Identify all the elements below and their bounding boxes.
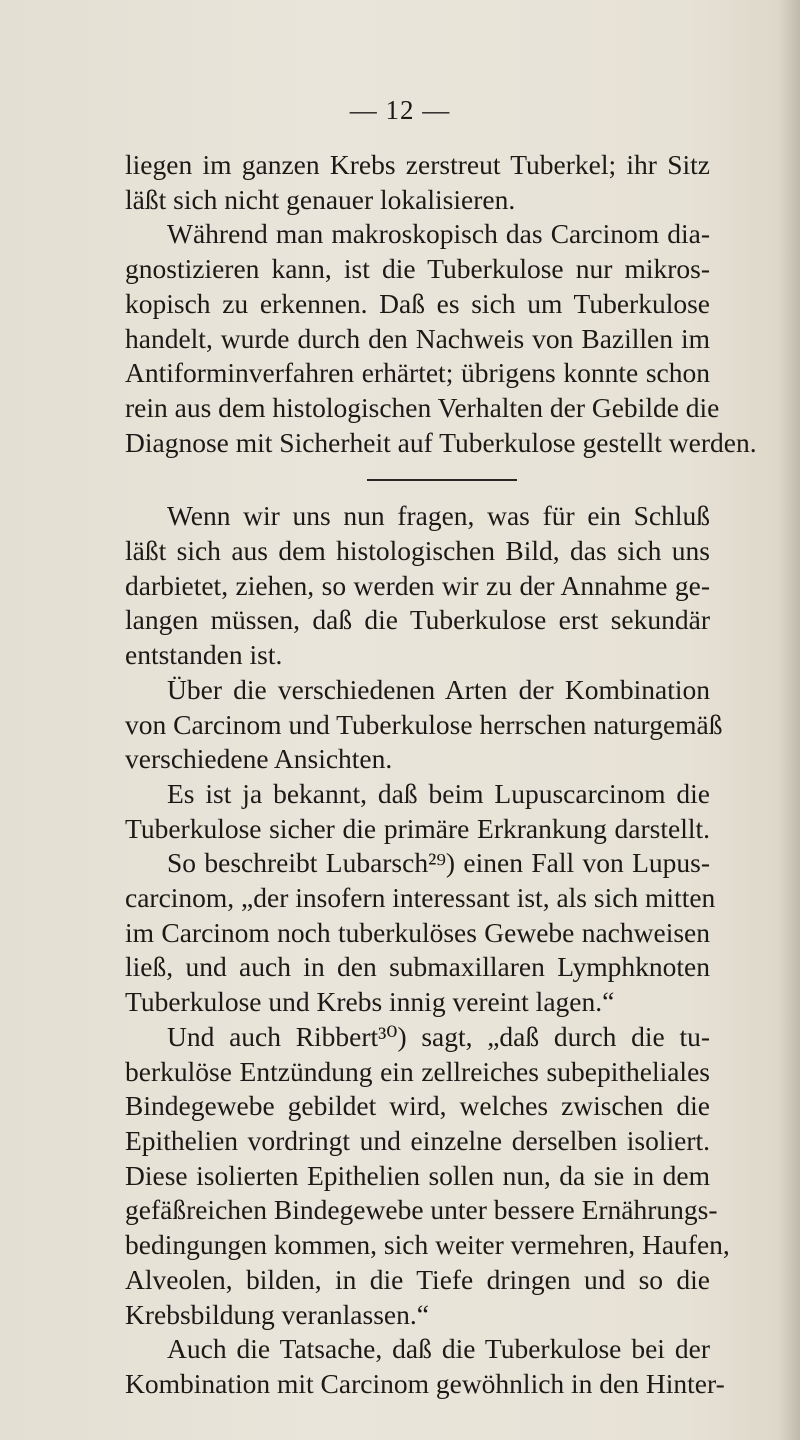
text-line: carcinom, „der insofern interessant ist, als sich mitten — [125, 882, 716, 914]
text-line: darbietet, ziehen, so werden wir zu der Annahme ge- — [125, 569, 710, 601]
text-line: kopisch zu erkennen. Daß es sich um Tuberkulose — [125, 287, 710, 319]
text-line: ließ, und auch in den submaxillaren Lymphknoten — [125, 951, 710, 983]
text-line: Diagnose mit Sicherheit auf Tuberkulose gestellt werden. — [125, 426, 757, 458]
text-line: Krebsbildung veranlassen.“ — [125, 1298, 429, 1330]
text-line: Antiforminverfahren erhärtet; übrigens konnte schon — [125, 357, 710, 389]
text-line: von Carcinom und Tuberkulose herrschen naturgemäß — [125, 708, 723, 740]
text-line: entstanden ist. — [125, 639, 283, 671]
text-line: läßt sich aus dem histologischen Bild, das sich uns — [125, 535, 710, 567]
text-line: Es ist ja bekannt, daß beim Lupuscarcinom die — [167, 777, 710, 809]
paragraph — [125, 499, 710, 673]
text-line: Und auch Ribbert³⁰) sagt, „daß durch die tu- — [167, 1020, 710, 1052]
text-line: Auch die Tatsache, daß die Tuberkulose bei der — [167, 1333, 710, 1365]
text-line: Alveolen, bilden, in die Tiefe dringen und so die — [125, 1263, 710, 1295]
text-line: läßt sich nicht genauer lokalisieren. — [125, 183, 516, 215]
text-line: Über die verschiedenen Arten der Kombination — [167, 673, 710, 705]
page-edge-shadow — [778, 0, 800, 1440]
paragraph — [125, 1020, 730, 1332]
text-line: rein aus dem histologischen Verhalten der Gebilde die — [125, 391, 720, 423]
text-line: Epithelien vordringt und einzelne derselben isoliert. — [125, 1124, 710, 1156]
paragraph — [125, 673, 723, 777]
text-line: verschiedene Ansichten. — [125, 743, 393, 775]
text-line: gefäßreichen Bindegewebe unter bessere Ernährungs- — [125, 1194, 718, 1226]
text-line: Wenn wir uns nun fragen, was für ein Schluß — [167, 500, 710, 532]
text-line: Kombination mit Carcinom gewöhnlich in den Hinter- — [125, 1367, 725, 1399]
paragraph — [125, 777, 716, 1020]
paragraph — [125, 1332, 725, 1401]
paragraph — [125, 217, 757, 460]
text-line: Tuberkulose sicher die primäre Erkrankung darstellt. — [125, 812, 710, 844]
text-line: liegen im ganzen Krebs zerstreut Tuberkel; ihr Sitz — [125, 149, 710, 180]
text-line: im Carcinom noch tuberkulöses Gewebe nachweisen — [125, 916, 710, 948]
section-divider — [367, 479, 517, 481]
page-number: — 12 — — [349, 95, 451, 125]
paragraph — [125, 148, 710, 217]
text-line: Während man makroskopisch das Carcinom dia- — [167, 218, 710, 250]
text-line: bedingungen kommen, sich weiter vermehren, Haufen, — [125, 1229, 730, 1261]
text-line: langen müssen, daß die Tuberkulose erst sekundär — [125, 604, 710, 636]
text-line: So beschreibt Lubarsch²⁹) einen Fall von Lupus- — [167, 847, 710, 879]
text-line: handelt, wurde durch den Nachweis von Bazillen im — [125, 322, 710, 354]
text-line: berkulöse Entzündung ein zellreiches subepitheliales — [125, 1055, 710, 1087]
text-line: Bindegewebe gebildet wird, welches zwischen die — [125, 1090, 710, 1122]
text-line: Diese isolierten Epithelien sollen nun, da sie in dem — [125, 1159, 710, 1191]
text-line: Tuberkulose und Krebs innig vereint lagen.“ — [125, 986, 615, 1018]
body-text — [125, 148, 757, 1402]
text-line: gnostizieren kann, ist die Tuberkulose nur mikros- — [125, 253, 710, 285]
